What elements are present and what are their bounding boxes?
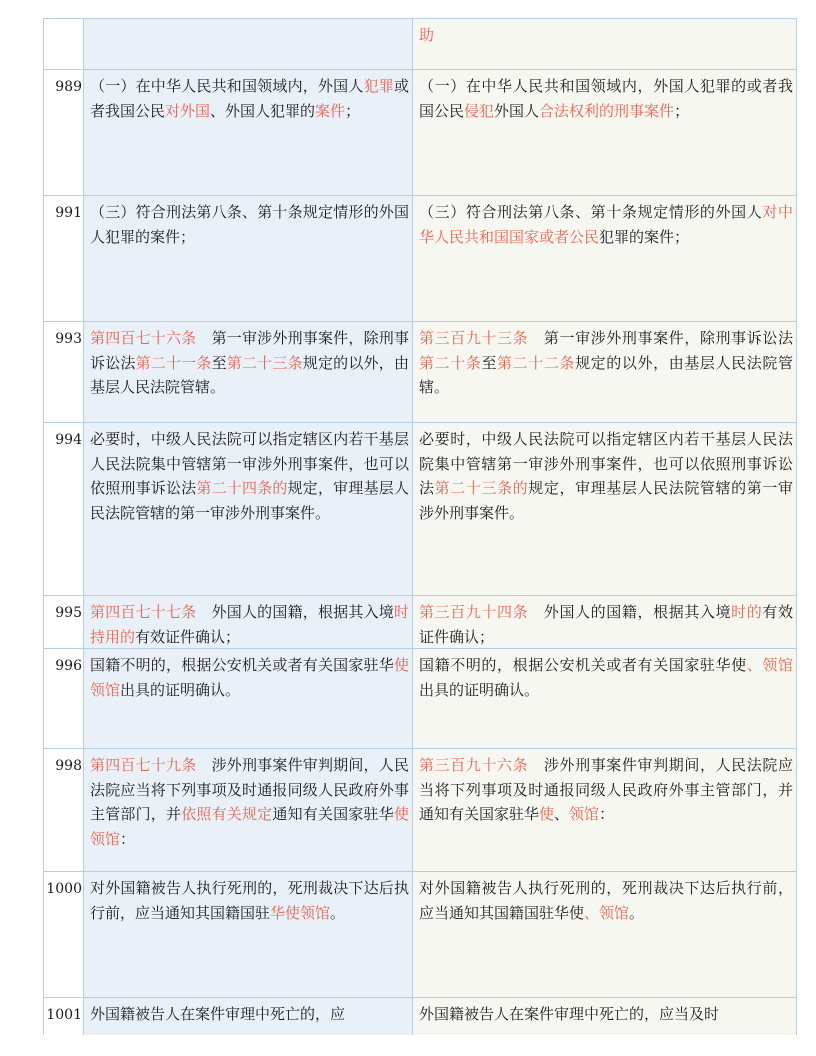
text-segment: （一）在中华人民共和国领域内，外国人 xyxy=(90,77,364,95)
left-cell xyxy=(84,872,413,997)
right-cell xyxy=(413,322,797,422)
table-row xyxy=(44,649,797,749)
text-segment: 规定，审理基层人民法院管辖的第一审涉外刑事案件。 xyxy=(419,479,793,522)
row-number xyxy=(44,19,84,69)
text-segment: 出具的证明确认。 xyxy=(419,680,540,699)
highlighted-text: 第四百七十九条 xyxy=(90,756,197,774)
text-segment: 外国人的国籍，根据其入境 xyxy=(196,603,394,621)
text-segment: 。 xyxy=(330,903,346,922)
text-segment: 对外国籍被告人执行死刑的，死刑裁决下达后执行前，应当通知其国籍国驻华使 xyxy=(419,879,793,922)
highlighted-text: 对外国 xyxy=(165,101,211,120)
table-row xyxy=(44,423,797,596)
right-cell xyxy=(413,196,797,321)
comparison-table xyxy=(43,18,797,1035)
left-cell xyxy=(84,423,413,595)
table-row xyxy=(44,196,797,322)
text-segment: （三）符合刑法第八条、第十条规定情形的外国人 xyxy=(419,203,763,221)
text-segment: ： xyxy=(120,829,136,848)
row-number: 1001 xyxy=(44,998,84,1035)
row-number: 998 xyxy=(44,749,84,871)
highlighted-text: 对中华人民共和国国家或者公民 xyxy=(419,203,793,246)
text-segment: ； xyxy=(674,101,690,120)
text-segment: 至 xyxy=(481,353,498,372)
right-cell xyxy=(413,649,797,748)
table-row xyxy=(44,322,797,423)
text-segment: 外国籍被告人在案件审理中死亡的，应当及时 xyxy=(419,1005,720,1023)
text-segment: ； xyxy=(345,101,361,120)
text-segment: ： xyxy=(599,805,615,823)
text-segment: 必要时，中级人民法院可以指定辖区内若干基层人民法院集中管辖第一审涉外刑事案件，也可以依照刑事诉讼法 xyxy=(419,430,793,497)
text-segment: 必要时，中级人民法院可以指定辖区内若干基层人民法院集中管辖第一审涉外刑事案件，也可以依照刑事诉讼法 xyxy=(90,430,409,497)
row-number: 989 xyxy=(44,70,84,195)
right-cell xyxy=(413,19,797,69)
highlighted-text: 华使领馆 xyxy=(270,903,331,922)
highlighted-text: 第三百九十六条 xyxy=(419,756,529,774)
row-number: 991 xyxy=(44,196,84,321)
text-segment: 规定的以外，由基层人民法院管辖。 xyxy=(419,353,793,396)
text-segment: 规定的以外，由基层人民法院管辖。 xyxy=(90,353,409,396)
text-segment: 至 xyxy=(211,353,227,372)
highlighted-text: 、领馆 xyxy=(584,903,630,922)
highlighted-text: 犯罪 xyxy=(363,77,394,95)
highlighted-text: 第二十一条 xyxy=(135,353,212,372)
left-cell xyxy=(84,649,413,748)
highlighted-text: 案件 xyxy=(315,101,346,120)
left-cell xyxy=(84,749,413,871)
right-cell xyxy=(413,749,797,871)
text-segment: 第一审涉外刑事案件，除刑事诉讼法 xyxy=(528,329,793,347)
left-cell xyxy=(84,19,413,69)
left-cell xyxy=(84,596,413,648)
highlighted-text: 第四百七十七条 xyxy=(90,603,197,621)
highlighted-text: 侵犯 xyxy=(464,101,495,120)
highlighted-text: 领馆 xyxy=(569,805,600,823)
text-segment: 或者我国公民 xyxy=(90,77,409,120)
right-cell xyxy=(413,596,797,648)
highlighted-text: 第二十二条 xyxy=(497,353,576,372)
left-cell xyxy=(84,70,413,195)
highlighted-text: 时持用的 xyxy=(90,603,409,646)
text-segment: 出具的证明确认。 xyxy=(120,680,241,699)
text-segment: 犯罪的案件； xyxy=(599,227,690,246)
left-cell xyxy=(84,322,413,422)
table-row xyxy=(44,749,797,872)
highlighted-text: 依照有关规定 xyxy=(181,805,273,823)
highlighted-text: 使领馆 xyxy=(90,656,409,699)
highlighted-text: 时的 xyxy=(731,603,763,621)
text-segment: 外国籍被告人在案件审理中死亡的，应 xyxy=(90,1005,346,1023)
table-row xyxy=(44,872,797,998)
table-row xyxy=(44,18,797,70)
text-segment: 对外国籍被告人执行死刑的，死刑裁决下达后执行前，应当通知其国籍国驻 xyxy=(90,879,409,922)
text-segment: 涉外刑事案件审判期间，人民法院应当将下列事项及时通报同级人民政府外事主管部门，并 xyxy=(90,756,409,823)
highlighted-text: 合法权利的刑事案件 xyxy=(539,101,675,120)
text-segment: 通知有关国家驻华 xyxy=(272,805,394,823)
text-segment: （三）符合刑法第八条、第十条规定情形的外国人犯罪的案件； xyxy=(90,203,409,246)
highlighted-text: 第二十条 xyxy=(419,353,482,372)
highlighted-text: 第二十四条的 xyxy=(196,479,288,497)
text-segment: 、外国人犯罪的 xyxy=(210,101,316,120)
table-row xyxy=(44,70,797,196)
highlighted-text: 第三百九十三条 xyxy=(419,329,529,347)
text-segment: 。 xyxy=(629,903,645,922)
highlighted-text: 第二十三条 xyxy=(226,353,303,372)
highlighted-text: 第四百七十六条 xyxy=(90,329,197,347)
text-segment: 涉外刑事案件审判期间，人民法院应当将下列事项及时通报同级人民政府外事主管部门，并通知有关国家驻华 xyxy=(419,756,793,823)
row-number: 995 xyxy=(44,596,84,648)
right-cell xyxy=(413,872,797,997)
text-segment: 第一审涉外刑事案件，除刑事诉讼法 xyxy=(90,329,409,372)
table-row xyxy=(44,596,797,649)
highlighted-text: 第二十三条的 xyxy=(434,479,529,497)
text-segment: 有效证件确认； xyxy=(135,627,241,646)
highlighted-text: 使领馆 xyxy=(90,805,409,848)
text-segment: 外国人 xyxy=(494,101,540,120)
left-cell xyxy=(84,196,413,321)
text-segment: 、 xyxy=(554,805,570,823)
row-number: 994 xyxy=(44,423,84,595)
text-segment: 规定，审理基层人民法院管辖的第一审涉外刑事案件。 xyxy=(90,479,409,522)
highlighted-text: 使 xyxy=(539,805,555,823)
left-cell xyxy=(84,998,413,1035)
highlighted-text: 、领馆 xyxy=(746,656,793,674)
row-number: 996 xyxy=(44,649,84,748)
row-number: 993 xyxy=(44,322,84,422)
text-segment: 有效证件确认； xyxy=(419,603,793,646)
highlighted-text: 助 xyxy=(419,26,435,44)
table-row xyxy=(44,998,797,1035)
right-cell xyxy=(413,70,797,195)
right-cell xyxy=(413,423,797,595)
row-number: 1000 xyxy=(44,872,84,997)
text-segment: （一）在中华人民共和国领域内，外国人犯罪的或者我国公民 xyxy=(419,77,793,120)
text-segment: 外国人的国籍，根据其入境 xyxy=(528,603,732,621)
text-segment: 国籍不明的，根据公安机关或者有关国家驻华使 xyxy=(419,656,747,674)
text-segment: 国籍不明的，根据公安机关或者有关国家驻华 xyxy=(90,656,394,674)
right-cell xyxy=(413,998,797,1035)
highlighted-text: 第三百九十四条 xyxy=(419,603,529,621)
